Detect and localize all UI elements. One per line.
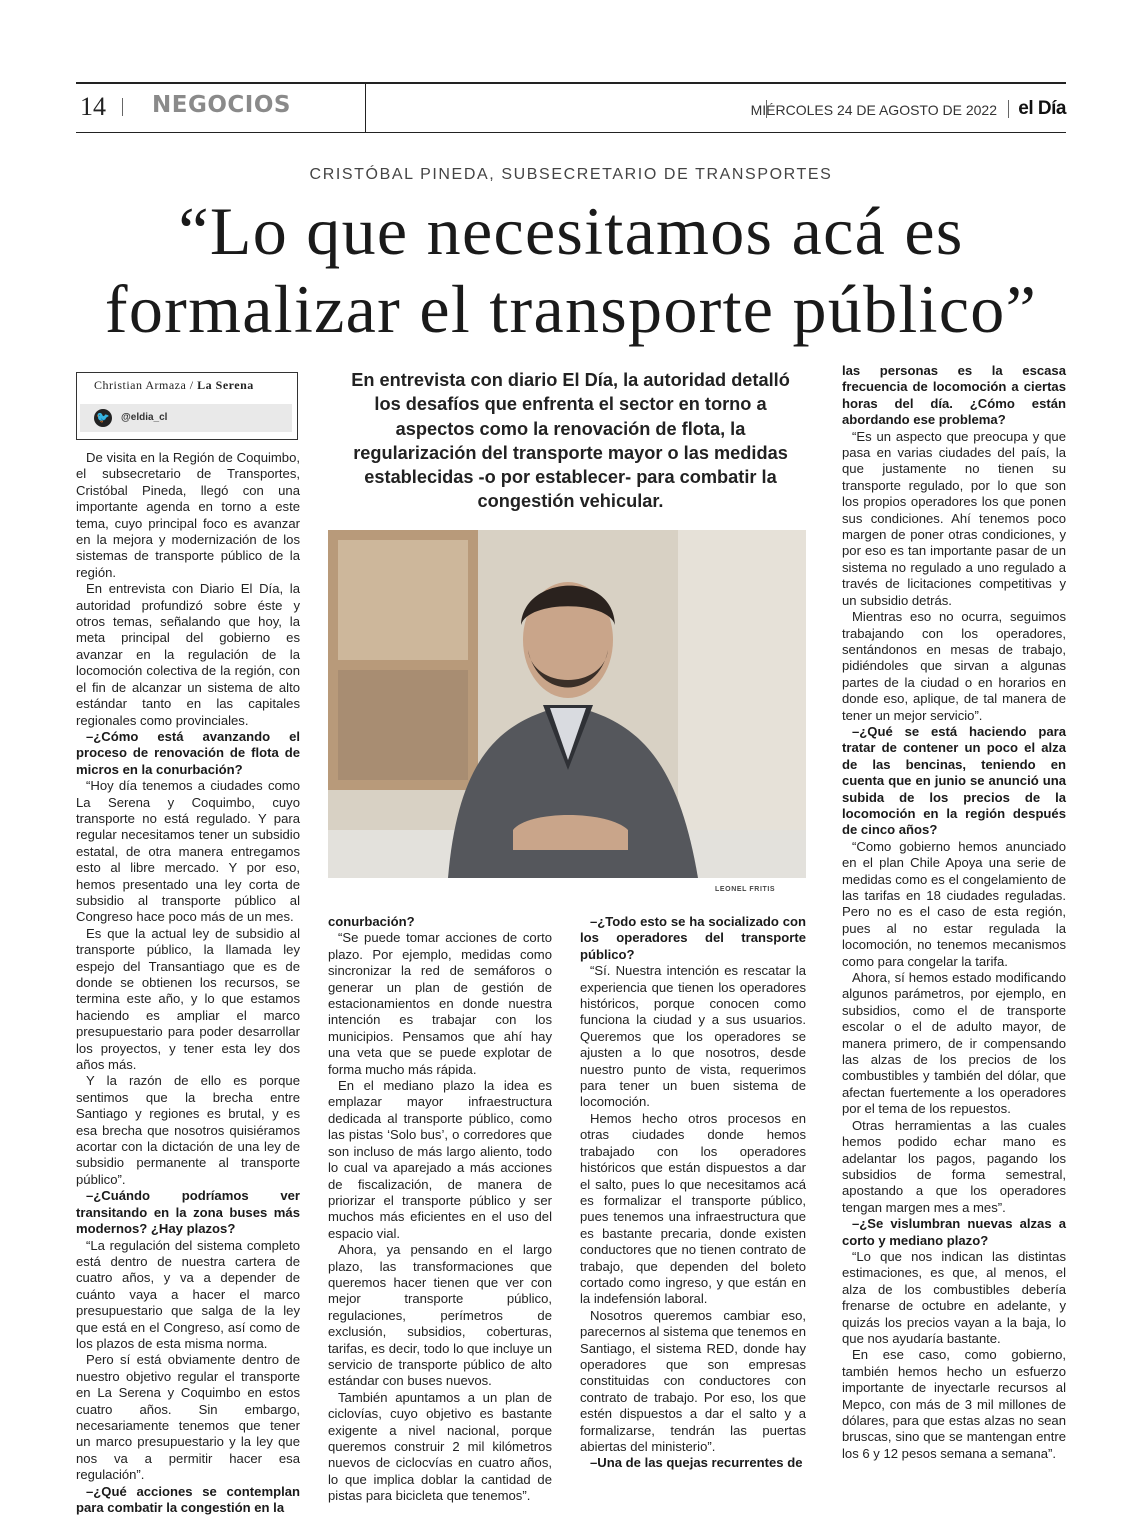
interview-question: –¿Qué acciones se contemplan para combatir la congestión en la — [76, 1483, 300, 1515]
portrait-illustration — [328, 530, 806, 878]
body-paragraph: “Lo que nos indican las distintas estimaciones, es que, al menos, el alza de los combustibles debería frenarse de octubre en adelante, y quizás los precios vayan a la baja, lo que nos ayudaría bastante. — [842, 1248, 1066, 1346]
interview-question: –¿Se vislumbran nuevas alzas a corto y mediano plazo? — [842, 1216, 1066, 1248]
interview-question: –¿Qué se está haciendo para tratar de contener un poco el alza de las bencinas, teniendo en cuenta que en junio se anunció una subida de los precios de la locomoción en la región después de cinco años? — [842, 723, 1066, 838]
body-paragraph: De visita en la Región de Coquimbo, el subsecretario de Transportes, Cristóbal Pineda, llegó con una importante agenda en torno a este tema, cuyo principal foco es avanzar en la mejora y modernización de los sistemas de transporte público de la región. — [76, 450, 300, 580]
byline — [94, 378, 254, 393]
body-paragraph: Ahora, ya pensando en el largo plazo, las transformaciones que queremos hacer tienen que ver con mejor transporte público, regulaciones, perímetros de exclusión, subsidios, coberturas, tarifas, es decir, todo lo que incluye un servicio de transporte público de alto estándar con buses nuevos. — [328, 1242, 552, 1389]
interview-question: –Una de las quejas recurrentes de — [590, 1455, 803, 1471]
newspaper-logo: el Día — [1018, 98, 1066, 119]
body-paragraph: Otras herramientas a las cuales hemos podido echar mano es adelantar los pagos, pagando los subsidios de forma semestral, apostando a que los operadores tengan margen mes a mes”. — [842, 1117, 1066, 1215]
body-paragraph: En ese caso, como gobierno, también hemos hecho un esfuerzo importante de inyectarle recursos al Mepco, con más de 3 mil millones de dólares, para que estas alzas no sean bruscas, sino que se mantengan entre los 6 y 12 pesos semana a semana”. — [842, 1347, 1066, 1461]
headline-line-2: formalizar el transporte público” — [104, 271, 1038, 347]
column-2 — [328, 914, 552, 1505]
section-name: NEGOCIOS — [152, 92, 291, 118]
headline-line-1: “Lo que necesitamos acá es — [178, 193, 964, 269]
column-1 — [76, 450, 300, 1516]
byline-place: La Serena — [197, 378, 254, 392]
body-paragraph: Ahora, sí hemos estado modificando algunos parámetros, por ejemplo, en subsidios, como el de transporte escolar o el de adulto mayor, de manera primero, de ir compensando las alzas de los precios de los combustibles y también del dólar, que afectan fuertemente a los operadores por el tema de los repuestos. — [842, 970, 1066, 1117]
body-paragraph: “Sí. Nuestra intención es rescatar la experiencia que tienen los operadores históricos, porque conocen como funciona la ciudad y a sus usuarios. Queremos que los operadores se ajusten a lo que nosotros, desde nuestro punto de vista, requerimos para tener un buen sistema de locomoción. — [580, 963, 806, 1110]
body-paragraph: En entrevista con Diario El Día, la autoridad profundizó sobre éste y otros temas, señalando que hoy, la meta principal del gobierno es avanzar en la regulación de la locomoción colectiva de la región, con el fin de alcanzar un sistema de alto estándar tanto en las capitales regionales como provinciales. — [76, 581, 300, 728]
interview-question: –¿Todo esto se ha socializado con los operadores del transporte público? — [580, 914, 806, 962]
body-paragraph: Hemos hecho otros procesos en otras ciudades donde hemos trabajado con los operadores históricos que están dispuestos a dar el salto, pues lo que necesitamos acá es formalizar el transporte público, pues tenemos una infraestructura que es bastante precaria, donde existen conductores que no tienen contrato de trabajo, que dependen del boleto cortado como ingreso, y que están en la indefensión laboral. — [580, 1110, 806, 1307]
body-paragraph: Nosotros queremos cambiar eso, parecernos al sistema que tenemos en Santiago, el sistema RED, donde hay operadores que son empresas constituidas con conductores con contrato de trabajo. Por eso, los que estén dispuestos a dar el salto y a formalizarse, tendrán las puertas abiertas del ministerio”. — [580, 1307, 806, 1454]
interview-question: conurbación? — [328, 914, 415, 929]
body-paragraph: Y la razón de ello es porque sentimos que la brecha entre Santiago y regiones es brutal, y es esa brecha que nosotros quisiéramos acortar con la dictación de una ley de subsidio permanente al transporte público”. — [76, 1073, 300, 1187]
article-kicker: CRISTÓBAL PINEDA, SUBSECRETARIO DE TRANSPORTES — [309, 166, 833, 183]
body-paragraph: En el mediano plazo la idea es emplazar mayor infraestructura dedicada al transporte público, como las pistas ‘Solo bus’, o corredores que son incluso de más largo aliento, todo lo cual va aparejado a más acciones de fiscalización, de manera de priorizar el transporte público y ser muchos más eficientes en el uso del espacio vial. — [328, 1078, 552, 1241]
photo-credit: LEONEL FRITIS — [715, 886, 776, 893]
body-paragraph: También apuntamos a un plan de ciclovías, cuyo objetivo es bastante exigente a nivel nacional, porque queremos construir 2 mil kilómetros nuevos de ciclocvías en cuatro años, lo que implica doblar la cantidad de pistas para bicicleta que tenemos”. — [328, 1389, 552, 1504]
interview-photo — [328, 530, 806, 878]
article-headline — [40, 192, 1102, 348]
column-4 — [842, 363, 1066, 1462]
issue-date: MIÉRCOLES 24 DE AGOSTO DE 2022 — [750, 102, 997, 118]
article-lead: En entrevista con diario El Día, la autoridad detalló los desafíos que enfrenta el sector en torno a aspectos como la renovación de flota, la regularización del transporte mayor o las medidas establecidas -o por establecer- para combatir la congestión vehicular. — [351, 370, 790, 512]
body-paragraph: Es que la actual ley de subsidio al transporte público, la llamada ley espejo del Transantiago que es de donde se obtienen los recursos, se termina este año, y lo que estamos haciendo es ampliar el marco presupuestario para poder desarrollar los proyectos, y tener esta ley dos años más. — [76, 925, 300, 1073]
body-paragraph: Pero sí está obviamente dentro de nuestro objetivo regular el transporte en La Serena y Coquimbo en estos cuatro años. Sin embargo, necesariamente tenemos que tener un marco presupuestario y la ley que nos va a permitir hacer esa regulación”. — [76, 1352, 300, 1483]
twitter-handle[interactable]: @eldia_cl — [121, 412, 168, 423]
twitter-icon: 🐦 — [94, 409, 112, 427]
column-3 — [580, 914, 806, 1472]
body-paragraph: “La regulación del sistema completo está dentro de nuestra cartera de cuatro años, y va a depender de cuánto vaya a hacer el marco presupuestario que salga de la ley que está en el Congreso, así como de los plazos de esta misma norma. — [76, 1237, 300, 1351]
body-paragraph: “Hoy día tenemos a ciudades como La Serena y Coquimbo, cuyo transporte no está regulado. Y para regular necesitamos tener un subsidio estatal, de otra manera entregamos esto al libre mercado. Y por eso, hemos presentado una ley corta de subsidio al transporte público al Congreso hace poco más de un mes. — [76, 778, 300, 925]
interview-question: –¿Cuándo podríamos ver transitando en la zona buses más modernos? ¿Hay plazos? — [76, 1188, 300, 1237]
body-paragraph: “Es un aspecto que preocupa y que pasa en varias ciudades del país, la que justamente no tienen su transporte regulado, por lo que son los propios operadores los que ponen sus condiciones. Ahí tenemos poco margen de poner otras condiciones, y por eso es tan importante pasar de un sistema no regulado a uno regulado a través de licitaciones competitivas y un subsidio detrás. — [842, 428, 1066, 608]
body-paragraph: “Como gobierno hemos anunciado en el plan Chile Apoya una serie de medidas como es el congelamiento de las tarifas en 18 ciudades reguladas. Pero no es el caso de esta región, pues al no estar regulada la locomoción, no tenemos mecanismos como para congelar la tarifa. — [842, 838, 1066, 969]
byline-author: Christian Armaza / — [94, 378, 194, 392]
body-paragraph: “Se puede tomar acciones de corto plazo. Por ejemplo, medidas como sincronizar la red de semáforos o generar un plan de gestión de estacionamientos en donde nuestra intención es trabajar con los municipios. Pensamos que ahí hay una veta que se puede explotar de forma mucho más rápida. — [328, 930, 552, 1077]
interview-question: –¿Cómo está avanzando el proceso de renovación de flota de micros en la conurbación? — [76, 728, 300, 777]
page-number: 14 — [80, 92, 106, 121]
body-paragraph: Mientras eso no ocurra, seguimos trabajando con los operadores, sentándonos en mesas de trabajo, pidiéndoles que sirvan a algunas partes de la ciudad o en horarios en donde eso, aplique, de tal manera de tener un mejor servicio”. — [842, 609, 1066, 723]
interview-question: las personas es la escasa frecuencia de locomoción a ciertas horas del día. ¿Cómo están abordando ese problema? — [842, 363, 1066, 428]
